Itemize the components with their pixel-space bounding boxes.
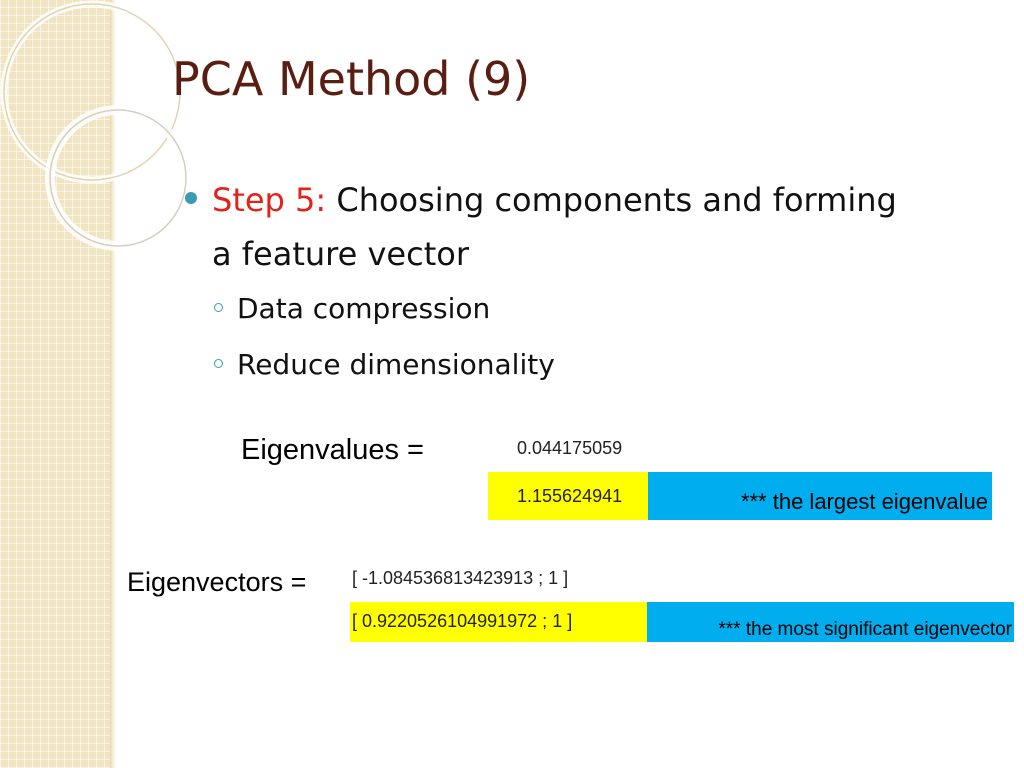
decorative-rings-icon <box>0 0 200 300</box>
eigenvector-2: [ 0.9220526104991972 ; 1 ] <box>352 611 573 631</box>
main-bullet <box>212 173 902 281</box>
step-label: Step 5: <box>212 181 327 219</box>
sub-bullet-text: Data compression <box>237 292 491 325</box>
significant-eigenvector-note-box <box>647 602 1014 642</box>
eigenvalues-label: Eigenvalues = <box>241 434 424 466</box>
largest-eigenvalue-note: *** the largest eigenvalue <box>740 489 988 514</box>
eigenvalue-1: 0.044175059 <box>517 438 623 458</box>
eigenvalue-2-highlight <box>488 472 648 520</box>
eigenvalue-2: 1.155624941 <box>517 486 623 506</box>
sub-bullet-reduce-dimensionality <box>214 348 555 381</box>
largest-eigenvalue-note-box <box>648 472 992 520</box>
slide-title: PCA Method (9) <box>172 52 531 106</box>
eigenvector-2-highlight <box>350 602 647 642</box>
sub-bullet-text: Reduce dimensionality <box>237 348 555 381</box>
sub-bullet-data-compression <box>214 292 490 325</box>
sub-bullet-ring-icon <box>214 359 223 368</box>
bullet-dot-icon <box>185 192 197 204</box>
sub-bullet-ring-icon <box>214 303 223 312</box>
eigenvector-1: [ -1.084536813423913 ; 1 ] <box>352 568 569 588</box>
eigenvectors-label: Eigenvectors = <box>127 567 307 597</box>
significant-eigenvector-note: *** the most significant eigenvector <box>718 619 1012 640</box>
main-bullet-text: Choosing components and forming a feature vector <box>212 181 897 273</box>
